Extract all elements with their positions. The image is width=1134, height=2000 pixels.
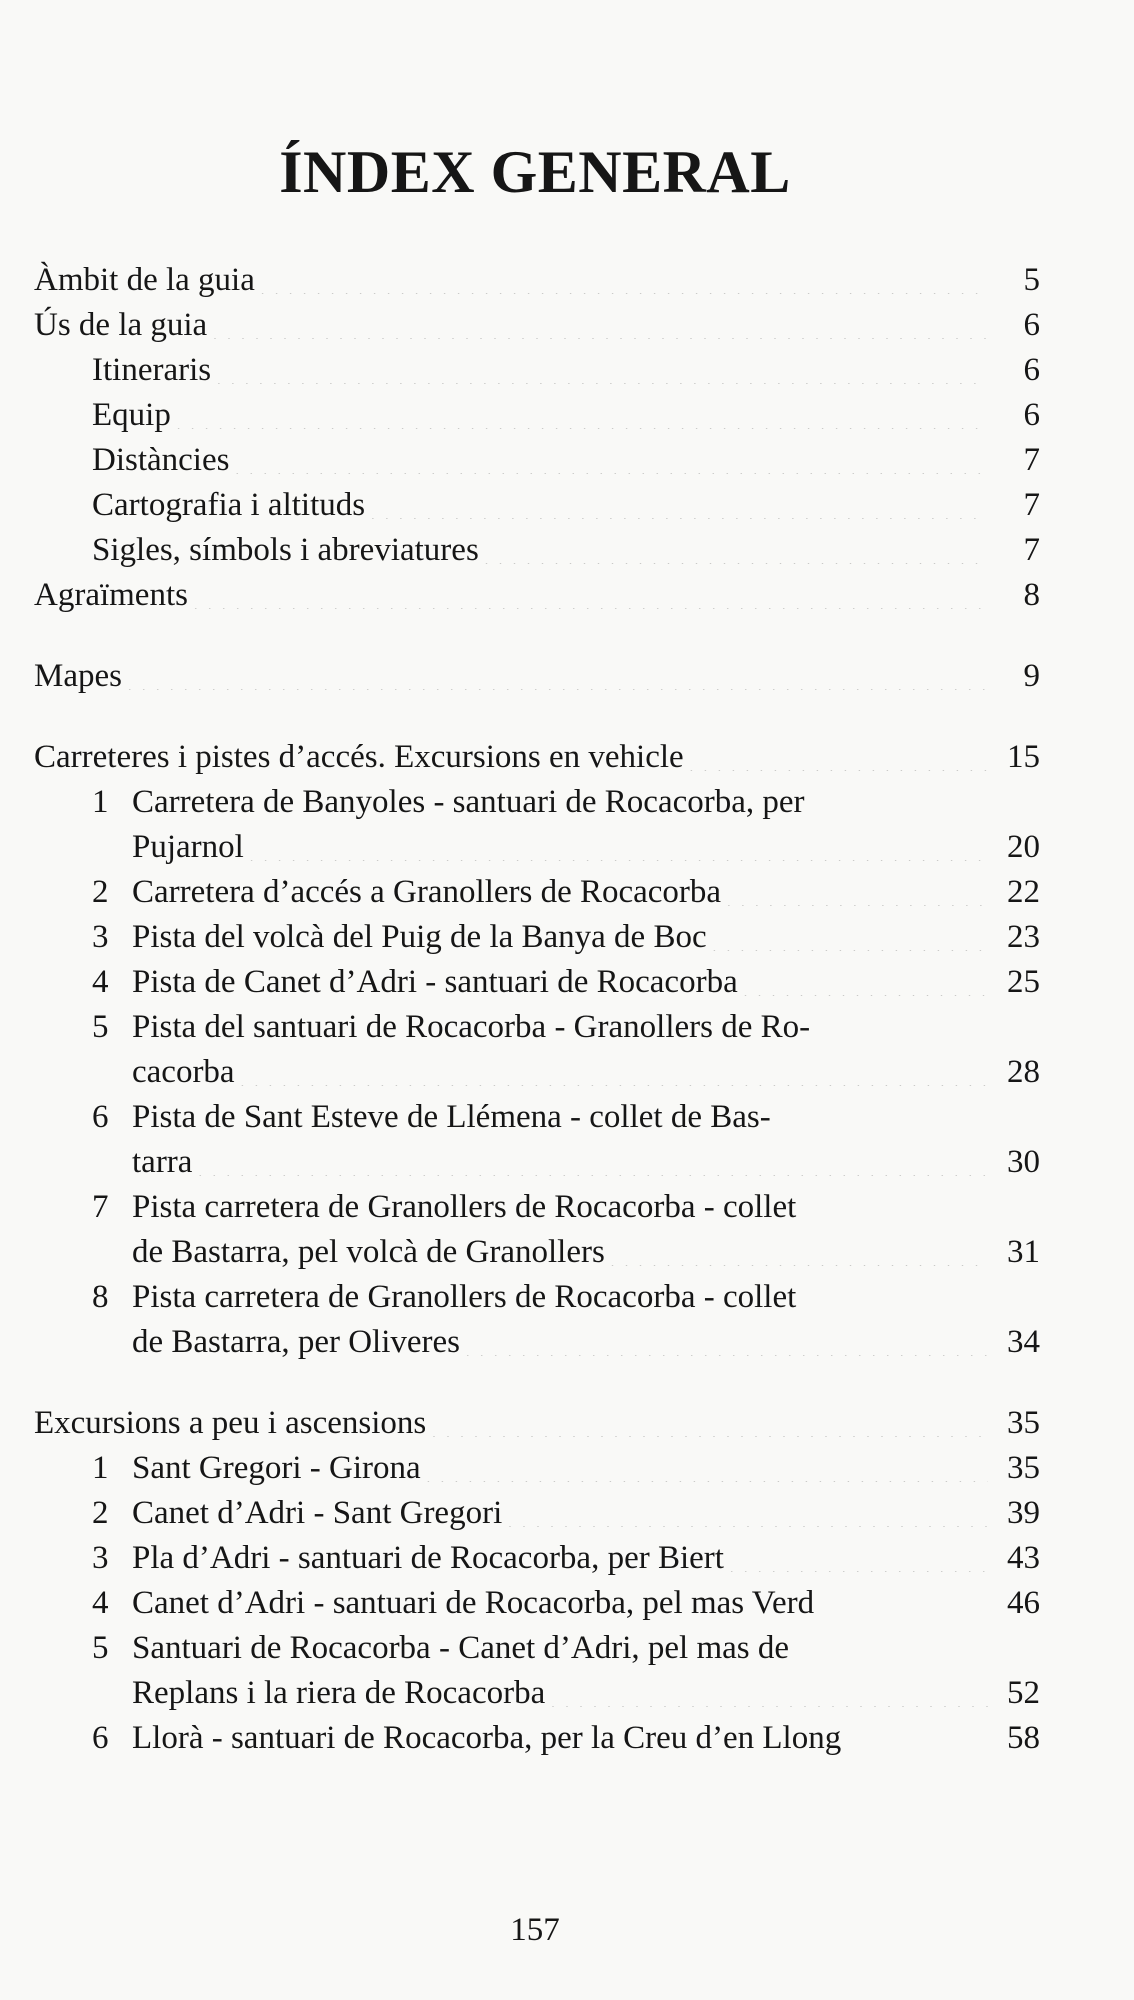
dot-leader [430,1425,988,1437]
toc-entry-label: Mapes [34,658,122,694]
dot-leader [742,984,988,996]
toc-entry-number: 1 [92,784,109,820]
dot-leader [215,372,988,384]
page-number: 157 [510,1912,560,1948]
dot-leader [233,462,988,474]
toc-entry-page: 39 [1007,1495,1040,1531]
toc-entry-page: 8 [1023,577,1040,613]
toc-entry-number: 3 [92,1540,109,1576]
toc-entry-line [92,1185,1040,1230]
toc-entry-label-continued: Pujarnol [132,829,244,865]
dot-leader [549,1695,988,1707]
toc-entry-label: Carretera d’accés a Granollers de Rocacorba [132,874,722,910]
toc-entry-page: 43 [1007,1540,1040,1576]
toc-itinerary-entry [34,1095,1040,1185]
toc-entry-page: 35 [1007,1405,1040,1441]
section-gap [34,699,1040,735]
page-title: ÍNDEX GENERAL [279,139,791,205]
toc-subsection-entry [34,528,1040,573]
dot-leader [196,1164,988,1176]
dot-leader [126,678,988,690]
toc-entry-label: Carretera de Banyoles - santuari de Rocacorba, per [132,784,805,820]
section-gap [34,1365,1040,1401]
toc-entry-page: 7 [1023,487,1040,523]
toc-itinerary-entry [34,1446,1040,1491]
toc-entry-label: Agraïments [34,577,188,613]
toc-subsection-entry [34,348,1040,393]
toc-entry-line [132,1320,1040,1365]
dot-leader [211,327,988,339]
dot-leader [506,1515,988,1527]
toc-entry-number: 3 [92,919,109,955]
dot-leader [725,894,988,906]
toc-entry-page: 46 [1007,1585,1040,1621]
toc-entry-label: Sigles, símbols i abreviatures [92,532,479,568]
toc-entry-number: 5 [92,1009,109,1045]
toc-entry-label: Àmbit de la guia [34,262,255,298]
toc-subsection-entry [34,393,1040,438]
toc-entry-label-continued: tarra [132,1144,193,1180]
dot-leader [609,1254,988,1266]
toc-entry-number: 6 [92,1099,109,1135]
toc-itinerary-entry [34,915,1040,960]
toc-section-entry [34,573,1040,618]
toc-entry-line [92,780,1040,825]
toc-itinerary-entry [34,870,1040,915]
dot-leader [425,1470,988,1482]
toc-entry-page: 52 [1007,1675,1040,1711]
dot-leader [369,507,988,519]
toc-entry-label: Distàncies [92,442,230,478]
toc-entry-label: Pista de Canet d’Adri - santuari de Rocacorba [132,964,738,1000]
toc-entry-page: 58 [1007,1720,1040,1756]
toc-entry-page: 22 [1007,874,1040,910]
toc-itinerary-entry [34,1581,1040,1626]
toc-entry-label: Pista carretera de Granollers de Rocacorba - collet [132,1279,797,1315]
toc-entry-line [132,825,1040,870]
dot-leader [711,939,988,951]
dot-leader [239,1074,988,1086]
toc-entry-label: Santuari de Rocacorba - Canet d’Adri, pel mas de [132,1630,790,1666]
toc-entry-label: Pista de Sant Esteve de Llémena - collet de Bas- [132,1099,771,1135]
toc-entry-label: Cartografia i altituds [92,487,366,523]
dot-leader [175,417,988,429]
toc-entry-page: 15 [1007,739,1040,775]
toc-entry-label: Pista del santuari de Rocacorba - Granollers de Ro- [132,1009,811,1045]
toc-entry-number: 2 [92,1495,109,1531]
toc-itinerary-entry [34,1005,1040,1095]
toc-entry-line [132,1671,1040,1716]
toc-itinerary-entry [34,1491,1040,1536]
toc-entry-page: 6 [1023,352,1040,388]
toc-entry-number: 1 [92,1450,109,1486]
dot-leader [483,552,988,564]
toc-itinerary-entry [34,1626,1040,1716]
toc-entry-label: Pista carretera de Granollers de Rocacorba - collet [132,1189,797,1225]
toc-entry-page: 6 [1023,307,1040,343]
dot-leader [464,1344,988,1356]
toc-section-entry [34,303,1040,348]
toc-entry-page: 9 [1023,658,1040,694]
toc-entry-line [92,1275,1040,1320]
toc-entry-number: 5 [92,1630,109,1666]
table-of-contents [34,258,1040,1761]
toc-entry-label: Ús de la guia [34,307,208,343]
toc-itinerary-entry [34,1185,1040,1275]
toc-entry-number: 6 [92,1720,109,1756]
dot-leader [259,282,988,294]
toc-entry-label: Sant Gregori - Girona [132,1450,421,1486]
toc-entry-label: Llorà - santuari de Rocacorba, per la Creu d’en Llong [132,1720,842,1756]
toc-entry-label-continued: de Bastarra, per Oliveres [132,1324,461,1360]
toc-section-entry [34,735,1040,780]
toc-entry-label: Excursions a peu i ascensions [34,1405,427,1441]
toc-entry-line [132,1140,1040,1185]
dot-leader [688,759,988,771]
section-gap [34,618,1040,654]
toc-entry-page: 7 [1023,532,1040,568]
toc-entry-page: 31 [1007,1234,1040,1270]
toc-entry-page: 7 [1023,442,1040,478]
toc-entry-page: 23 [1007,919,1040,955]
toc-entry-label: Carreteres i pistes d’accés. Excursions en vehicle [34,739,684,775]
toc-entry-line [132,1230,1040,1275]
toc-entry-page: 25 [1007,964,1040,1000]
toc-itinerary-entry [34,1716,1040,1761]
toc-entry-number: 4 [92,964,109,1000]
toc-itinerary-entry [34,780,1040,870]
toc-entry-page: 35 [1007,1450,1040,1486]
toc-entry-number: 8 [92,1279,109,1315]
toc-entry-label: Equip [92,397,171,433]
toc-entry-page: 34 [1007,1324,1040,1360]
toc-itinerary-entry [34,960,1040,1005]
toc-entry-label: Pla d’Adri - santuari de Rocacorba, per Biert [132,1540,724,1576]
toc-entry-label: Canet d’Adri - Sant Gregori [132,1495,503,1531]
toc-entry-number: 7 [92,1189,109,1225]
toc-entry-page: 5 [1023,262,1040,298]
toc-entry-label-continued: cacorba [132,1054,235,1090]
toc-entry-label-continued: Replans i la riera de Rocacorba [132,1675,546,1711]
toc-entry-number: 2 [92,874,109,910]
dot-leader [248,849,988,861]
toc-entry-line [92,1005,1040,1050]
toc-entry-label: Canet d’Adri - santuari de Rocacorba, pel mas Verd [132,1585,815,1621]
dot-leader [728,1560,988,1572]
toc-section-entry [34,258,1040,303]
toc-itinerary-entry [34,1536,1040,1581]
toc-entry-label: Pista del volcà del Puig de la Banya de Boc [132,919,707,955]
toc-section-entry [34,654,1040,699]
toc-subsection-entry [34,438,1040,483]
toc-entry-line [92,1095,1040,1140]
toc-entry-page: 28 [1007,1054,1040,1090]
toc-entry-label-continued: de Bastarra, pel volcà de Granollers [132,1234,605,1270]
toc-entry-page: 20 [1007,829,1040,865]
toc-entry-page: 30 [1007,1144,1040,1180]
toc-entry-label: Itineraris [92,352,212,388]
toc-subsection-entry [34,483,1040,528]
toc-entry-number: 4 [92,1585,109,1621]
dot-leader [192,597,988,609]
toc-section-entry [34,1401,1040,1446]
toc-entry-page: 6 [1023,397,1040,433]
toc-entry-line [92,1626,1040,1671]
toc-entry-line [132,1050,1040,1095]
toc-itinerary-entry [34,1275,1040,1365]
